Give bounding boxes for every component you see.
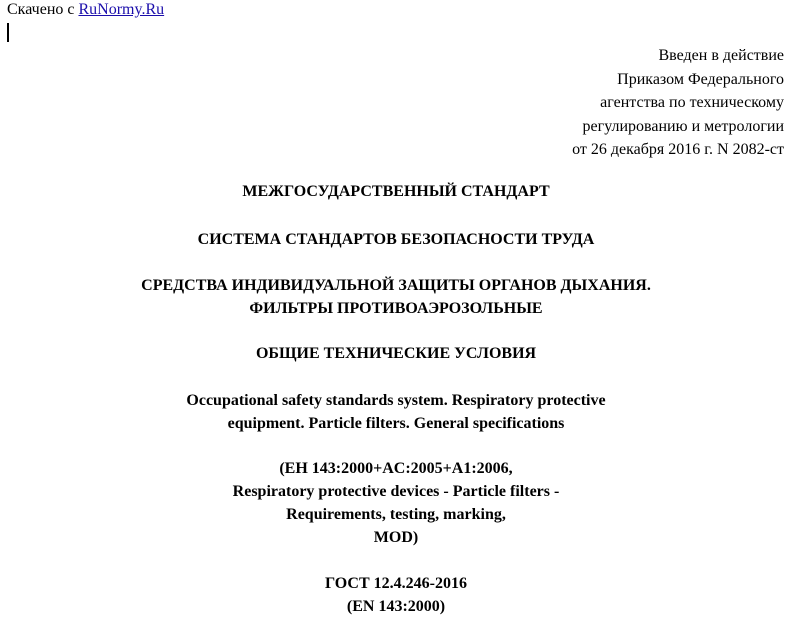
source-line xyxy=(7,0,164,20)
document-title-line: ФИЛЬТРЫ ПРОТИВОАЭРОЗОЛЬНЫЕ xyxy=(249,300,543,317)
decree-block xyxy=(572,44,784,162)
english-title xyxy=(0,389,792,435)
decree-line: агентства по техническому xyxy=(600,94,784,111)
standards-system-text: СИСТЕМА СТАНДАРТОВ БЕЗОПАСНОСТИ ТРУДА xyxy=(197,231,595,248)
reference-standard xyxy=(0,457,792,549)
standard-code-line: ГОСТ 12.4.246-2016 xyxy=(325,575,467,592)
document-type-text: МЕЖГОСУДАРСТВЕННЫЙ СТАНДАРТ xyxy=(242,183,550,200)
text-cursor xyxy=(7,23,9,42)
reference-line: Respiratory protective devices - Particle filters - xyxy=(232,483,560,500)
english-title-line: equipment. Particle filters. General specifications xyxy=(227,415,565,432)
reference-line: MOD) xyxy=(373,529,419,546)
document-title xyxy=(0,274,792,320)
document-subtitle xyxy=(0,342,792,365)
document-type xyxy=(0,180,792,203)
standard-code xyxy=(0,572,792,618)
decree-line: регулированию и метрологии xyxy=(582,117,784,135)
document-subtitle-text: ОБЩИЕ ТЕХНИЧЕСКИЕ УСЛОВИЯ xyxy=(255,345,537,362)
decree-line: от 26 декабря 2016 г. N 2082-ст xyxy=(572,141,784,158)
decree-line: Введен в действие xyxy=(658,47,784,64)
runormy-link[interactable]: RuNormy.Ru xyxy=(78,1,165,18)
source-prefix: Скачено с xyxy=(7,1,79,18)
standard-code-line: (EN 143:2000) xyxy=(346,598,446,615)
reference-line: Requirements, testing, marking, xyxy=(286,506,506,523)
decree-line: Приказом Федерального xyxy=(617,70,784,88)
reference-line: (EH 143:2000+AC:2005+A1:2006, xyxy=(279,460,513,477)
document-title-line: СРЕДСТВА ИНДИВИДУАЛЬНОЙ ЗАЩИТЫ ОРГАНОВ ДЫХАНИЯ. xyxy=(141,277,651,294)
english-title-line: Occupational safety standards system. Respiratory protective xyxy=(186,392,606,409)
standards-system xyxy=(0,228,792,251)
